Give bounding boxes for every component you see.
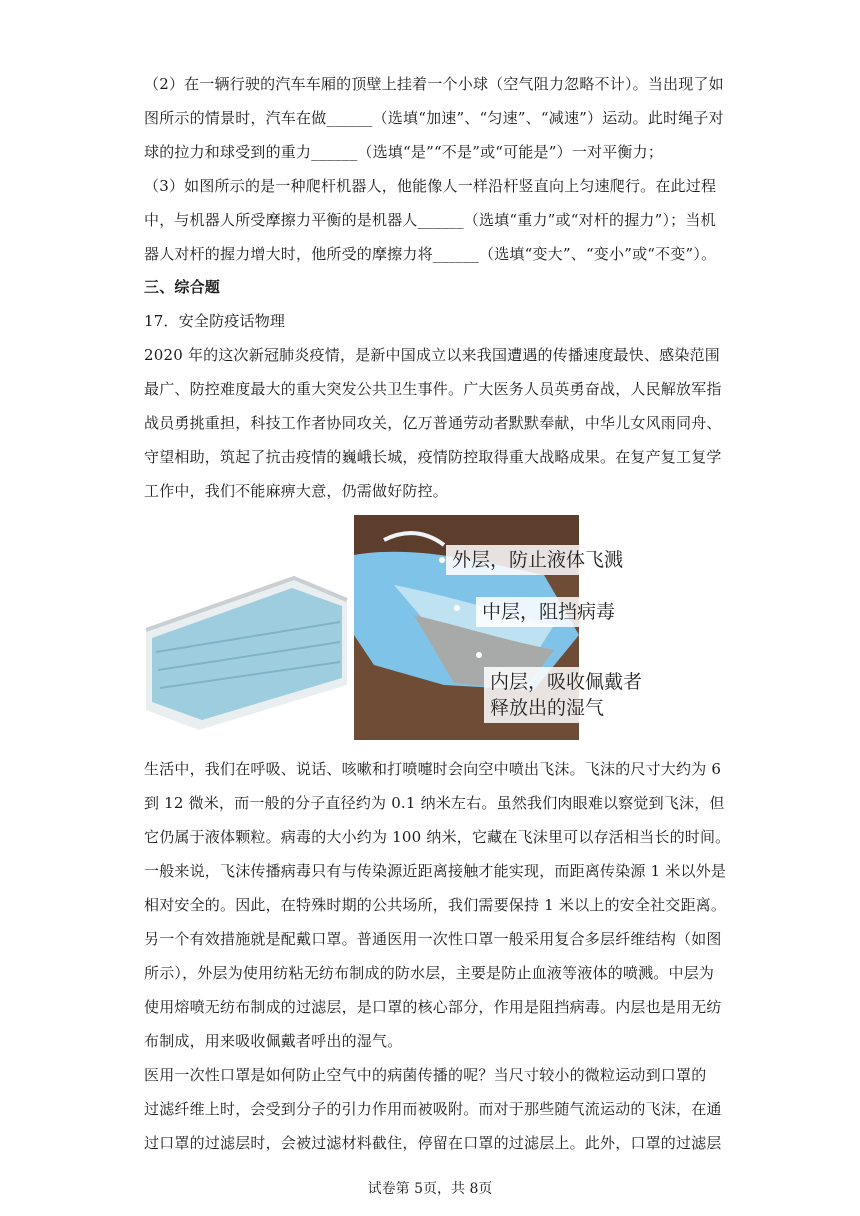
text-line: 工作中，我们不能麻痹大意，仍需做好防控。	[144, 482, 449, 500]
text-line: 中，与机器人所受摩擦力平衡的是机器人______（选填“重力”或“对杆的握力”）；当机	[144, 211, 716, 229]
text-line: 另一个有效措施就是配戴口罩。普通医用一次性口罩一般采用复合多层纤维结构（如图	[144, 930, 722, 948]
middle-layer-label: 中层，阻挡病毒	[476, 597, 621, 627]
inner-layer-label-line-1: 内层，吸收佩戴者	[490, 671, 643, 693]
page-footer: 试卷第 5页，共 8页	[367, 1181, 493, 1197]
text-line: （2）在一辆行驶的汽车车厢的顶壁上挂着一个小球（空气阻力忽略不计）。当出现了如	[144, 75, 724, 93]
text-line: 最广、防控难度最大的重大突发公共卫生事件。广大医务人员英勇奋战，人民解放军指	[144, 380, 722, 398]
text-line: 医用一次性口罩是如何防止空气中的病菌传播的呢？当尺寸较小的微粒运动到口罩的	[144, 1066, 707, 1084]
surgical-mask-image	[144, 570, 349, 730]
text-line: 2020 年的这次新冠肺炎疫情，是新中国成立以来我国遭遇的传播速度最快、感染范围	[144, 346, 720, 364]
question-17-body	[144, 752, 731, 1160]
question-title: 17．安全防疫话物理	[144, 312, 286, 330]
text-line: 布制成，用来吸收佩戴者呼出的湿气。	[144, 1032, 403, 1050]
inner-layer-label	[484, 667, 648, 723]
text-line: 相对安全的。因此，在特殊时期的公共场所，我们需要保持 1 米以上的安全社交距离。	[144, 896, 727, 914]
text-line: 它仍属于液体颗粒。病毒的大小约为 100 纳米，它藏在飞沫里可以存活相当长的时间。	[144, 828, 731, 846]
text-line: 球的拉力和球受到的重力______（选填“是”“不是”或“可能是”）一对平衡力；	[144, 143, 664, 161]
question-17-intro	[144, 304, 722, 508]
text-line: 使用熔喷无纺布制成的过滤层，是口罩的核心部分，作用是阻挡病毒。内层也是用无纺	[144, 998, 722, 1016]
text-line: 所示），外层为使用纺粘无纺布制成的防水层，主要是防止血液等液体的喷溅。中层为	[144, 964, 715, 982]
question-16-part-3	[144, 169, 719, 271]
text-line: 器人对杆的握力增大时，他所受的摩擦力将______（选填“变大”、“变小”或“不变”）。	[144, 245, 717, 263]
inner-layer-label-line-2: 释放出的湿气	[490, 697, 605, 719]
section-title-text: 三、综合题	[144, 278, 221, 296]
text-line: 战员勇挑重担，科技工作者协同攻关，亿万普通劳动者默默奉献，中华儿女风雨同舟、	[144, 414, 722, 432]
mask-layers-photo	[354, 515, 643, 740]
text-line: 生活中，我们在呼吸、说话、咳嗽和打喷嚏时会向空中喷出飞沫。飞沫的尺寸大约为 6	[144, 760, 722, 778]
text-line: 过口罩的过滤层时，会被过滤材料截住，停留在口罩的过滤层上。此外，口罩的过滤层	[144, 1134, 722, 1152]
outer-layer-label: 外层，防止液体飞溅	[446, 545, 629, 575]
text-line: （3）如图所示的是一种爬杆机器人，他能像人一样沿杆竖直向上匀速爬行。在此过程	[144, 177, 717, 195]
question-16-part-2	[144, 67, 724, 169]
text-line: 过滤纤维上时，会受到分子的引力作用而被吸附。而对于那些随气流运动的飞沫，在通	[144, 1100, 722, 1118]
text-line: 一般来说，飞沫传播病毒只有与传染源近距离接触才能实现，而距离传染源 1 米以外是	[144, 862, 727, 880]
text-line: 守望相助，筑起了抗击疫情的巍峨长城，疫情防控取得重大战略成果。在复产复工复学	[144, 448, 722, 466]
text-line: 到 12 微米，而一般的分子直径约为 0.1 纳米左右。虽然我们肉眼难以察觉到飞沫，但	[144, 794, 725, 812]
section-title	[144, 270, 719, 304]
text-line: 图所示的情景时，汽车在做______（选填“加速”、“匀速”、“减速”）运动。此时绳子对	[144, 109, 724, 127]
mask-figure	[144, 515, 664, 740]
